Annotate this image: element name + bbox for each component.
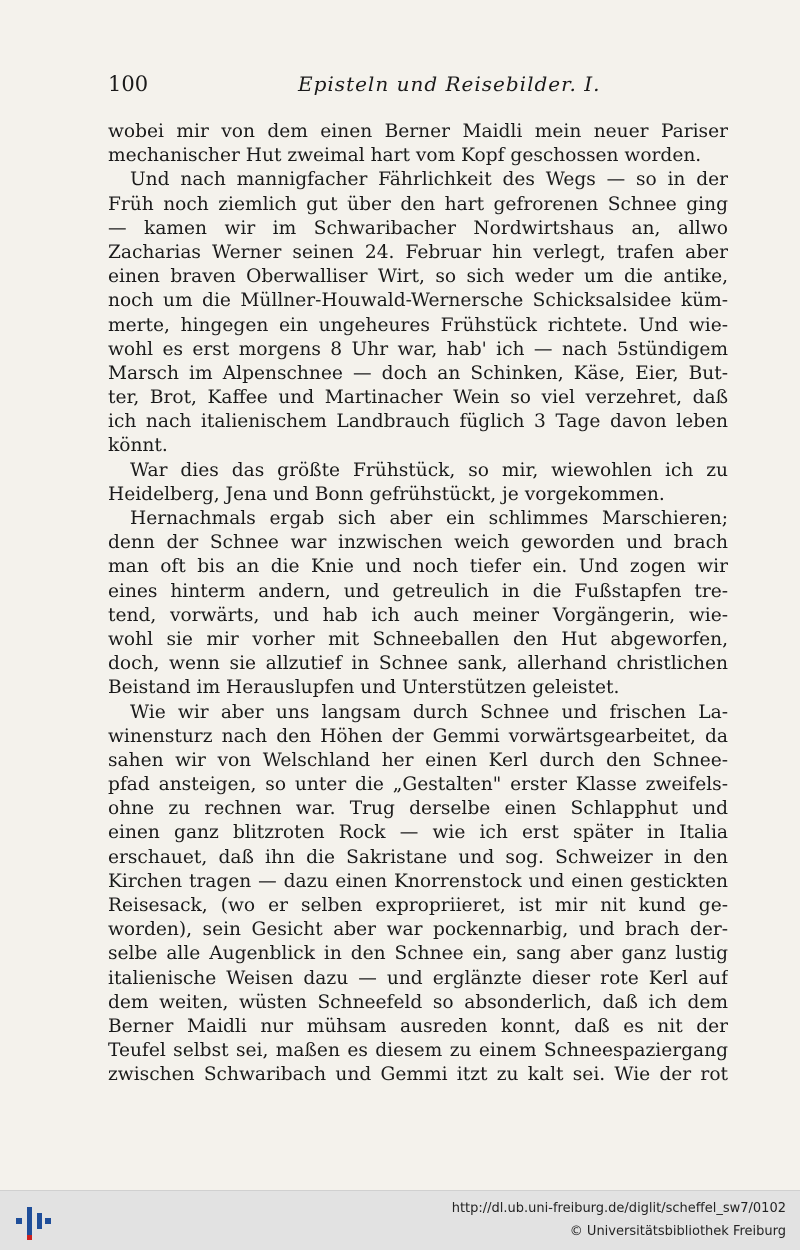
running-head	[108, 72, 728, 100]
page-number: 100	[108, 72, 149, 96]
text-line: denn der Schnee war inzwischen weich geworden und brach	[108, 532, 728, 554]
text-line: Und nach mannigfacher Fährlichkeit des Wegs — so in der	[130, 169, 728, 191]
text-line: Beistand im Herauslupfen und Unterstützen geleistet.	[108, 677, 620, 699]
text-line: einen braven Oberwalliser Wirt, so sich weder um die antike,	[108, 266, 728, 288]
text-line: Wie wir aber uns langsam durch Schnee und frischen La-	[130, 701, 728, 723]
body-text	[108, 120, 728, 1088]
text-line: ter, Brot, Kaffee und Martinacher Wein so viel verzehret, daß	[108, 387, 728, 409]
text-line: ohne zu rechnen war. Trug derselbe einen Schlapphut und	[108, 798, 728, 820]
text-line: italienische Weisen dazu — und erglänzte dieser rote Kerl auf	[108, 967, 728, 989]
text-line: winensturz nach den Höhen der Gemmi vorwärtsgearbeitet, da	[108, 725, 728, 747]
text-line: wohl sie mir vorher mit Schneeballen den Hut abgeworfen,	[108, 628, 728, 650]
university-library-logo-icon[interactable]	[12, 1201, 52, 1241]
text-line: Reisesack, (wo er selben expropriieret, ist mir nit kund ge-	[108, 895, 728, 916]
text-line: doch, wenn sie allzutief in Schnee sank, allerhand christlichen	[108, 653, 728, 675]
text-line: Früh noch ziemlich gut über den hart gefrorenen Schnee ging	[108, 193, 728, 215]
running-title: Episteln und Reisebilder. I.	[298, 72, 601, 96]
text-line: War dies das größte Frühstück, so mir, wiewohlen ich zu	[130, 459, 728, 481]
text-line: selbe alle Augenblick in den Schnee ein, sang aber ganz lustig	[108, 943, 728, 965]
viewer-footer	[0, 1190, 800, 1250]
text-line: eines hinterm andern, und getreulich in die Fußstapfen tre-	[108, 580, 728, 602]
text-line: Kirchen tragen — dazu einen Knorrenstock und einen gestickten	[108, 870, 728, 892]
text-line: Hernachmals ergab sich aber ein schlimmes Marschieren;	[130, 508, 728, 529]
text-line: Heidelberg, Jena und Bonn gefrühstückt, je vorgekommen.	[108, 483, 665, 505]
text-line: merte, hingegen ein ungeheures Frühstück richtete. Und wie-	[108, 314, 728, 336]
text-line: Marsch im Alpenschnee — doch an Schinken, Käse, Eier, But-	[108, 362, 728, 384]
text-line: könnt.	[108, 435, 168, 457]
text-line: tend, vorwärts, und hab ich auch meiner Vorgängerin, wie-	[108, 604, 728, 626]
text-line: dem weiten, wüsten Schneefeld so absonderlich, daß ich dem	[108, 991, 728, 1013]
text-line: pfad ansteigen, so unter die „Gestalten" erster Klasse zweifels-	[108, 774, 728, 796]
permalink-url[interactable]: http://dl.ub.uni-freiburg.de/diglit/scheffel_sw7/0102	[451, 1201, 786, 1216]
text-line: zwischen Schwaribach und Gemmi itzt zu kalt sei. Wie der rot	[108, 1064, 728, 1086]
text-line: ich nach italienischem Landbrauch füglich 3 Tage davon leben	[108, 411, 728, 433]
text-line: sahen wir von Welschland her einen Kerl durch den Schnee-	[108, 749, 728, 771]
text-line: mechanischer Hut zweimal hart vom Kopf geschossen worden.	[108, 145, 702, 167]
text-line: erschauet, daß ihn die Sakristane und sog. Schweizer in den	[108, 846, 728, 868]
text-line: wohl es erst morgens 8 Uhr war, hab' ich — nach 5stündigem	[108, 338, 728, 360]
text-line: Zacharias Werner seinen 24. Februar hin verlegt, trafen aber	[108, 241, 728, 263]
text-line: noch um die Müllner-Houwald-Wernersche Schicksalsidee küm-	[108, 290, 728, 312]
text-line: einen ganz blitzroten Rock — wie ich erst später in Italia	[108, 822, 728, 844]
text-line: wobei mir von dem einen Berner Maidli mein neuer Pariser	[108, 121, 728, 142]
copyright-notice: © Universitätsbibliothek Freiburg	[569, 1224, 786, 1239]
text-line: Teufel selbst sei, maßen es diesem zu einem Schneespaziergang	[108, 1040, 728, 1062]
text-line: Berner Maidli nur mühsam ausreden konnt, daß es nit der	[108, 1015, 728, 1037]
text-line: — kamen wir im Schwaribacher Nordwirtshaus an, allwo	[108, 217, 728, 239]
text-line: worden), sein Gesicht aber war pockennarbig, und brach der-	[108, 919, 728, 941]
text-line: man oft bis an die Knie und noch tiefer ein. Und zogen wir	[108, 556, 728, 578]
